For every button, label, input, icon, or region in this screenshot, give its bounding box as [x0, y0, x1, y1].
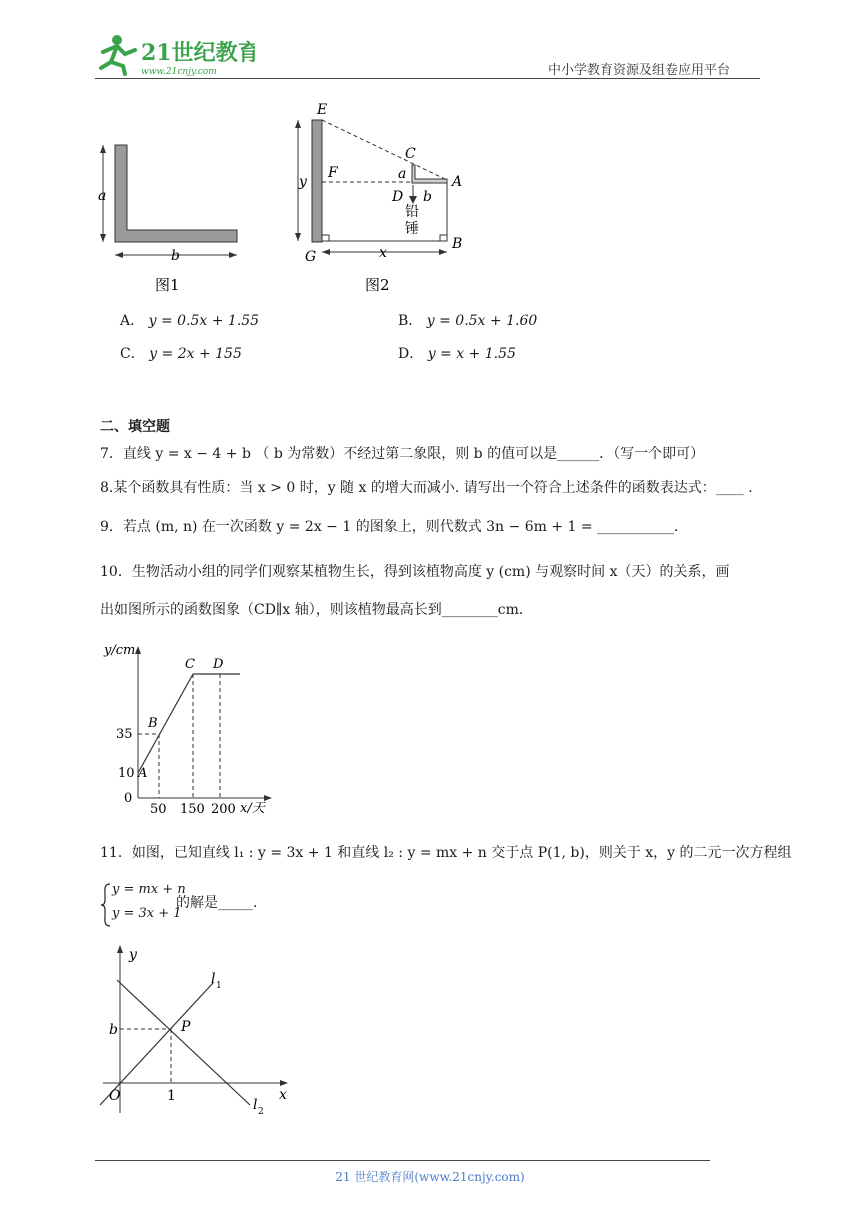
question-10-line2: 出如图所示的函数图象（CD∥x 轴），则该植物最高长到________cm．	[100, 602, 533, 618]
svg-text:x/天: x/天	[240, 801, 265, 816]
header-platform-text: 中小学教育资源及组卷应用平台	[548, 63, 731, 78]
svg-text:C: C	[405, 146, 416, 162]
footer-divider	[95, 1160, 710, 1161]
svg-text:0: 0	[124, 791, 133, 806]
svg-text:铅: 铅	[405, 204, 419, 220]
svg-text:O: O	[109, 1088, 121, 1104]
logo-text: 21世纪教育	[141, 40, 255, 66]
question-9: 9．若点 (m, n) 在一次函数 y = 2x − 1 的图象上，则代数式 3n − 6m + 1 = ___________．	[100, 519, 689, 535]
svg-text:A: A	[452, 174, 463, 190]
question-11-line1: 11．如图，已知直线 l₁ : y = 3x + 1 和直线 l₂ : y = mx + n 交于点 P(1, b)，则关于 x，y 的二元一次方程组	[100, 845, 792, 861]
svg-text:P: P	[181, 1019, 191, 1035]
svg-text:A: A	[138, 766, 148, 781]
svg-text:y/cm: y/cm	[104, 643, 136, 658]
svg-text:1: 1	[167, 1088, 176, 1104]
site-logo	[95, 30, 255, 80]
svg-text:C: C	[185, 657, 195, 672]
svg-text:b: b	[109, 1022, 118, 1038]
svg-text:b: b	[423, 189, 432, 205]
graph-q11	[95, 935, 315, 1125]
svg-text:l: l	[253, 1097, 258, 1113]
svg-text:150: 150	[180, 802, 205, 817]
svg-text:y: y	[129, 947, 137, 963]
svg-text:B: B	[452, 236, 463, 252]
svg-text:D: D	[392, 189, 404, 205]
logo-url: www.21cnjy.com	[141, 67, 217, 77]
header-divider	[95, 78, 760, 79]
svg-text:35: 35	[116, 727, 133, 742]
svg-text:l: l	[211, 971, 216, 987]
fig2-caption: 图2	[365, 276, 390, 294]
svg-text:2: 2	[258, 1107, 264, 1117]
question-7: 7．直线 y = x − 4 + b （ b 为常数）不经过第二象限，则 b 的值可以是______．（写一个即可）	[100, 446, 705, 462]
figure-1-2	[95, 100, 475, 300]
svg-text:G: G	[305, 249, 317, 265]
svg-text:F: F	[328, 165, 338, 181]
svg-text:D: D	[213, 657, 224, 672]
svg-text:10: 10	[118, 766, 135, 781]
svg-text:x: x	[279, 1087, 287, 1103]
svg-text:a: a	[98, 188, 107, 204]
option-a[interactable]: A． y = 0.5x + 1.55	[120, 313, 260, 329]
svg-text:B: B	[148, 716, 158, 731]
option-d[interactable]: D． y = x + 1.55	[398, 346, 516, 362]
figure-1	[98, 145, 237, 294]
option-b[interactable]: B． y = 0.5x + 1.60	[398, 313, 538, 329]
question-10-line1: 10．生物活动小组的同学们观察某植物生长，得到该植物高度 y (cm) 与观察时间 x（天）的关系，画	[100, 564, 730, 580]
svg-text:a: a	[398, 166, 407, 182]
graph-q10	[100, 640, 280, 820]
fig1-caption: 图1	[155, 276, 180, 294]
footer-link[interactable]: 21 世纪教育网(www.21cnjy.com)	[335, 1170, 525, 1184]
section-title: 二、填空题	[100, 419, 170, 435]
runner-logo-icon	[101, 35, 135, 74]
figure-2	[295, 102, 462, 294]
svg-text:y: y	[299, 174, 307, 190]
svg-text:x: x	[379, 245, 387, 261]
svg-text:锤: 锤	[405, 221, 419, 237]
svg-text:E: E	[317, 102, 328, 118]
svg-text:b: b	[171, 248, 180, 264]
svg-text:200: 200	[211, 802, 236, 817]
option-c[interactable]: C． y = 2x + 155	[120, 346, 242, 362]
svg-text:50: 50	[150, 802, 167, 817]
svg-text:1: 1	[216, 981, 222, 991]
question-8: 8.某个函数具有性质：当 x > 0 时，y 随 x 的增大而减小. 请写出一个符合上述条件的函数表达式：____ .	[100, 480, 753, 496]
